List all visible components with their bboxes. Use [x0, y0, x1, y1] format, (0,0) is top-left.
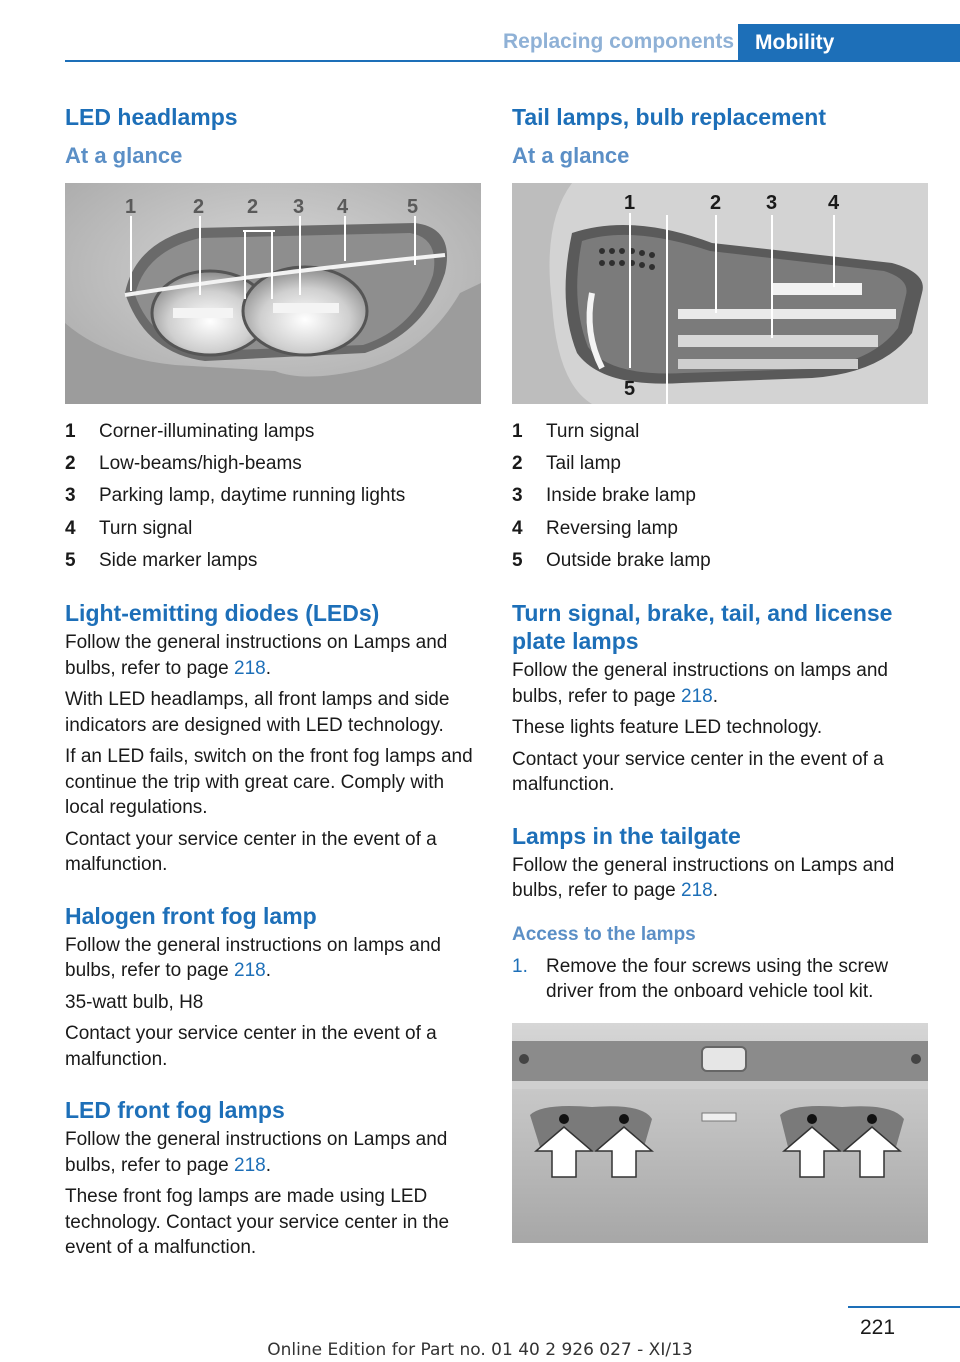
halogen-paragraph-3: Contact your service center in the event of a malfunction.	[65, 1023, 437, 1070]
led-paragraph-2: With LED headlamps, all front lamps and side indicators are designed with LED technology.	[65, 689, 450, 736]
headlamp-legend	[65, 416, 481, 577]
page-ref-link[interactable]: 218	[234, 960, 266, 982]
list-item: 1 Corner-illuminating lamps	[65, 421, 315, 442]
left-column	[65, 100, 481, 1267]
headlamp-figure	[65, 183, 481, 404]
turn-paragraph-3: Contact your service center in the event of a malfunction.	[512, 748, 884, 796]
led-diodes-heading: Light-emitting diodes (LEDs)	[65, 600, 380, 627]
turn-signal-heading: Turn signal, brake, tail, and license plate lamps	[512, 600, 893, 655]
page-ref-link[interactable]: 218	[234, 1154, 266, 1176]
headlamp-callout-2a: 2	[193, 196, 205, 218]
turn-paragraph-1: Follow the general instructions on lamps and bulbs, refer to page 218.	[512, 660, 888, 707]
list-item: 3 Parking lamp, daytime running lights	[65, 485, 406, 507]
list-item: 5 Side marker lamps	[65, 549, 258, 571]
led-paragraph-4: Contact your service center in the event of a malfunction.	[65, 828, 437, 876]
led-paragraph-3: If an LED fails, switch on the front fog lamps and continue the trip with great care. Comply with local regulations.	[65, 746, 473, 819]
taillamp-callout-5: 5	[624, 378, 636, 400]
access-steps	[512, 954, 928, 1005]
tailgate-screws-figure	[512, 1023, 928, 1243]
header-section-title: Replacing components	[502, 30, 734, 53]
led-fog-heading: LED front fog lamps	[65, 1097, 285, 1124]
page-ref-link[interactable]: 218	[681, 685, 713, 707]
list-item: 1. Remove the four screws using the screw driver from the onboard vehicle tool kit.	[512, 955, 889, 1003]
list-item: 2 Low-beams/high-beams	[65, 453, 302, 475]
at-a-glance-heading: At a glance	[512, 143, 630, 168]
halogen-paragraph-2: 35-watt bulb, H8	[65, 991, 204, 1013]
taillamp-callout-2: 2	[710, 192, 722, 214]
page-ref-link[interactable]: 218	[681, 880, 713, 902]
halogen-fog-heading: Halogen front fog lamp	[65, 902, 317, 929]
list-item: 3 Inside brake lamp	[512, 485, 696, 507]
tailgate-paragraph-1: Follow the general instructions on Lamps and bulbs, refer to page 218.	[512, 854, 895, 902]
ledfog-paragraph-2: These front fog lamps are made using LED technology. Contact your service center in the event of a malfunction.	[65, 1186, 450, 1259]
page-ref-link[interactable]: 218	[234, 657, 266, 679]
headlamp-callout-5: 5	[407, 196, 419, 218]
tail-lamp-figure	[512, 183, 928, 404]
header-chapter-tab: Mobility	[738, 24, 960, 62]
taillamp-callout-4: 4	[828, 192, 840, 214]
list-item: 2 Tail lamp	[512, 453, 621, 475]
page-number: 221	[860, 1316, 896, 1339]
headlamp-callout-1: 1	[125, 196, 137, 218]
list-item: 4 Turn signal	[65, 517, 193, 539]
headlamp-callout-4: 4	[337, 196, 349, 218]
halogen-paragraph-1: Follow the general instructions on lamps and bulbs, refer to page 218.	[65, 934, 441, 982]
footer-rule	[848, 1306, 960, 1308]
headlamp-callout-3: 3	[293, 196, 305, 218]
access-lamps-heading: Access to the lamps	[512, 923, 696, 945]
right-column	[512, 100, 928, 1243]
tailgate-lamps-heading: Lamps in the tailgate	[512, 822, 741, 849]
led-headlamps-heading: LED headlamps	[65, 104, 238, 130]
list-item: 5 Outside brake lamp	[512, 549, 711, 571]
list-item: 1 Turn signal	[512, 421, 640, 442]
list-item: 4 Reversing lamp	[512, 517, 678, 539]
edition-footer: Online Edition for Part no. 01 40 2 926 027 - XI/13	[267, 1340, 693, 1360]
at-a-glance-heading: At a glance	[65, 143, 183, 168]
taillamp-legend	[512, 416, 928, 577]
taillamp-callout-3: 3	[766, 192, 778, 214]
headlamp-callout-2b: 2	[247, 196, 259, 218]
ledfog-paragraph-1: Follow the general instructions on Lamps and bulbs, refer to page 218.	[65, 1129, 448, 1176]
taillamp-callout-1: 1	[624, 192, 636, 214]
tail-lamps-heading: Tail lamps, bulb replacement	[512, 104, 826, 130]
led-paragraph-1: Follow the general instructions on Lamps and bulbs, refer to page 218.	[65, 632, 448, 679]
page-header	[65, 24, 960, 62]
turn-paragraph-2: These lights feature LED technology.	[512, 717, 823, 739]
